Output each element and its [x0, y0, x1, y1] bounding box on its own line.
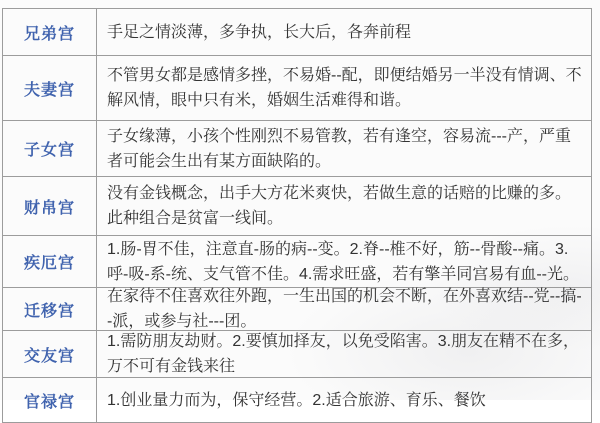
palace-name-health: 疾厄宫 — [3, 236, 97, 287]
palace-name-children: 子女宫 — [3, 121, 97, 176]
palace-description: 在家待不住喜欢往外跑，一生出国的机会不断，在外喜欢结--党--搞--派，或参与社---团。 — [107, 288, 582, 330]
table-row — [3, 121, 591, 177]
palace-description: 不管男女都是感情多挫，不易婚--配，即便结婚另一半没有情调、不解风情，眼中只有米，婚姻生活难得和谐。 — [107, 67, 582, 109]
palace-name-spouse: 夫妻宫 — [3, 56, 97, 120]
palace-name-travel: 迁移宫 — [3, 288, 97, 330]
table-row — [3, 56, 591, 121]
table-row — [3, 288, 591, 331]
palace-description-table — [2, 8, 592, 423]
palace-description: 1.创业量力而为，保守经营。2.适合旅游、育乐、餐饮 — [107, 391, 486, 409]
palace-name-career: 官禄宫 — [3, 378, 97, 422]
palace-name-friends: 交友宫 — [3, 331, 97, 377]
table-row — [3, 177, 591, 236]
palace-description: 1.肠-胃不佳，注意直-肠的病--变。2.脊--椎不好，筋--骨酸--痛。3.呼-吸-系-统、支气管不佳。4.需求旺盛，若有擎羊同宫易有血--光。 — [107, 240, 579, 283]
palace-description: 手足之情淡薄，多争执，长大后，各奔前程 — [107, 23, 412, 41]
palace-description: 子女缘薄，小孩个性刚烈不易管教，若有逢空，容易流---产，严重者可能会生出有某方面缺陷的。 — [107, 127, 571, 170]
palace-name-wealth: 财帛宫 — [3, 177, 97, 235]
palace-description: 没有金钱概念，出手大方花米爽快，若做生意的话赔的比赚的多。此种组合是贫富一线间。 — [107, 185, 572, 227]
palace-name-brothers: 兄弟宫 — [3, 9, 97, 55]
table-row — [3, 378, 591, 423]
palace-description: 1.需防朋友劫财。2.要慎加择友，以免受陷害。3.朋友在精不在多，万不可有金钱来往 — [107, 333, 580, 375]
table-row — [3, 9, 591, 56]
table-row — [3, 331, 591, 378]
table-row — [3, 236, 591, 288]
